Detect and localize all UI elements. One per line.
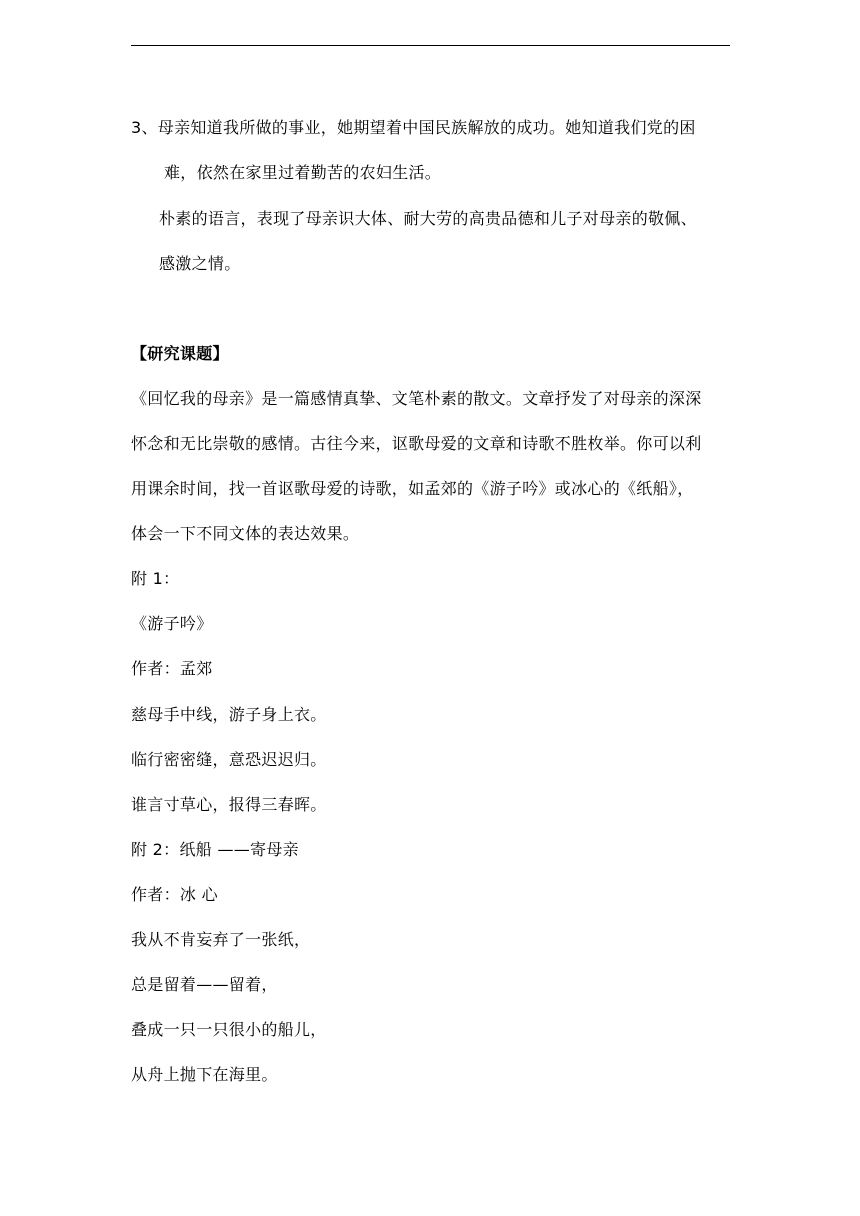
appendix2-verse1: 我从不肯妄弃了一张纸， [131,930,311,949]
item3-line2: 难，依然在家里过着勤苦的农妇生活。 [164,163,442,182]
research-heading: 【研究课题】 [131,344,229,363]
appendix2-label: 附 2：纸船 ——寄母亲 [131,840,299,859]
research-para-line3: 用课余时间，找一首讴歌母爱的诗歌，如孟郊的《游子吟》或冰心的《纸船》， [131,479,694,498]
research-para-line4: 体会一下不同文体的表达效果。 [131,524,360,543]
appendix2-verse3: 叠成一只一只很小的船儿， [131,1020,327,1039]
item3-note-line2: 感激之情。 [159,254,241,273]
appendix2-verse2: 总是留着——留着， [131,975,278,994]
appendix1-label: 附 1： [131,569,180,588]
appendix1-verse1: 慈母手中线，游子身上衣。 [131,705,327,724]
appendix1-title: 《游子吟》 [131,614,213,633]
appendix2-author: 作者：冰 心 [131,885,218,904]
item3-note-line1: 朴素的语言，表现了母亲识大体、耐大劳的高贵品德和儿子对母亲的敬佩、 [159,209,697,228]
header-rule [131,45,730,46]
item3-line1: 3、母亲知道我所做的事业，她期望着中国民族解放的成功。她知道我们党的困 [131,118,696,137]
appendix1-author: 作者：孟郊 [131,659,213,678]
research-para-line1: 《回忆我的母亲》是一篇感情真挚、文笔朴素的散文。文章抒发了对母亲的深深 [131,389,702,408]
appendix2-verse4: 从舟上抛下在海里。 [131,1065,278,1084]
appendix1-verse3: 谁言寸草心，报得三春晖。 [131,795,327,814]
appendix1-verse2: 临行密密缝，意恐迟迟归。 [131,750,327,769]
research-para-line2: 怀念和无比崇敬的感情。古往今来，讴歌母爱的文章和诗歌不胜枚举。你可以利 [131,434,702,453]
